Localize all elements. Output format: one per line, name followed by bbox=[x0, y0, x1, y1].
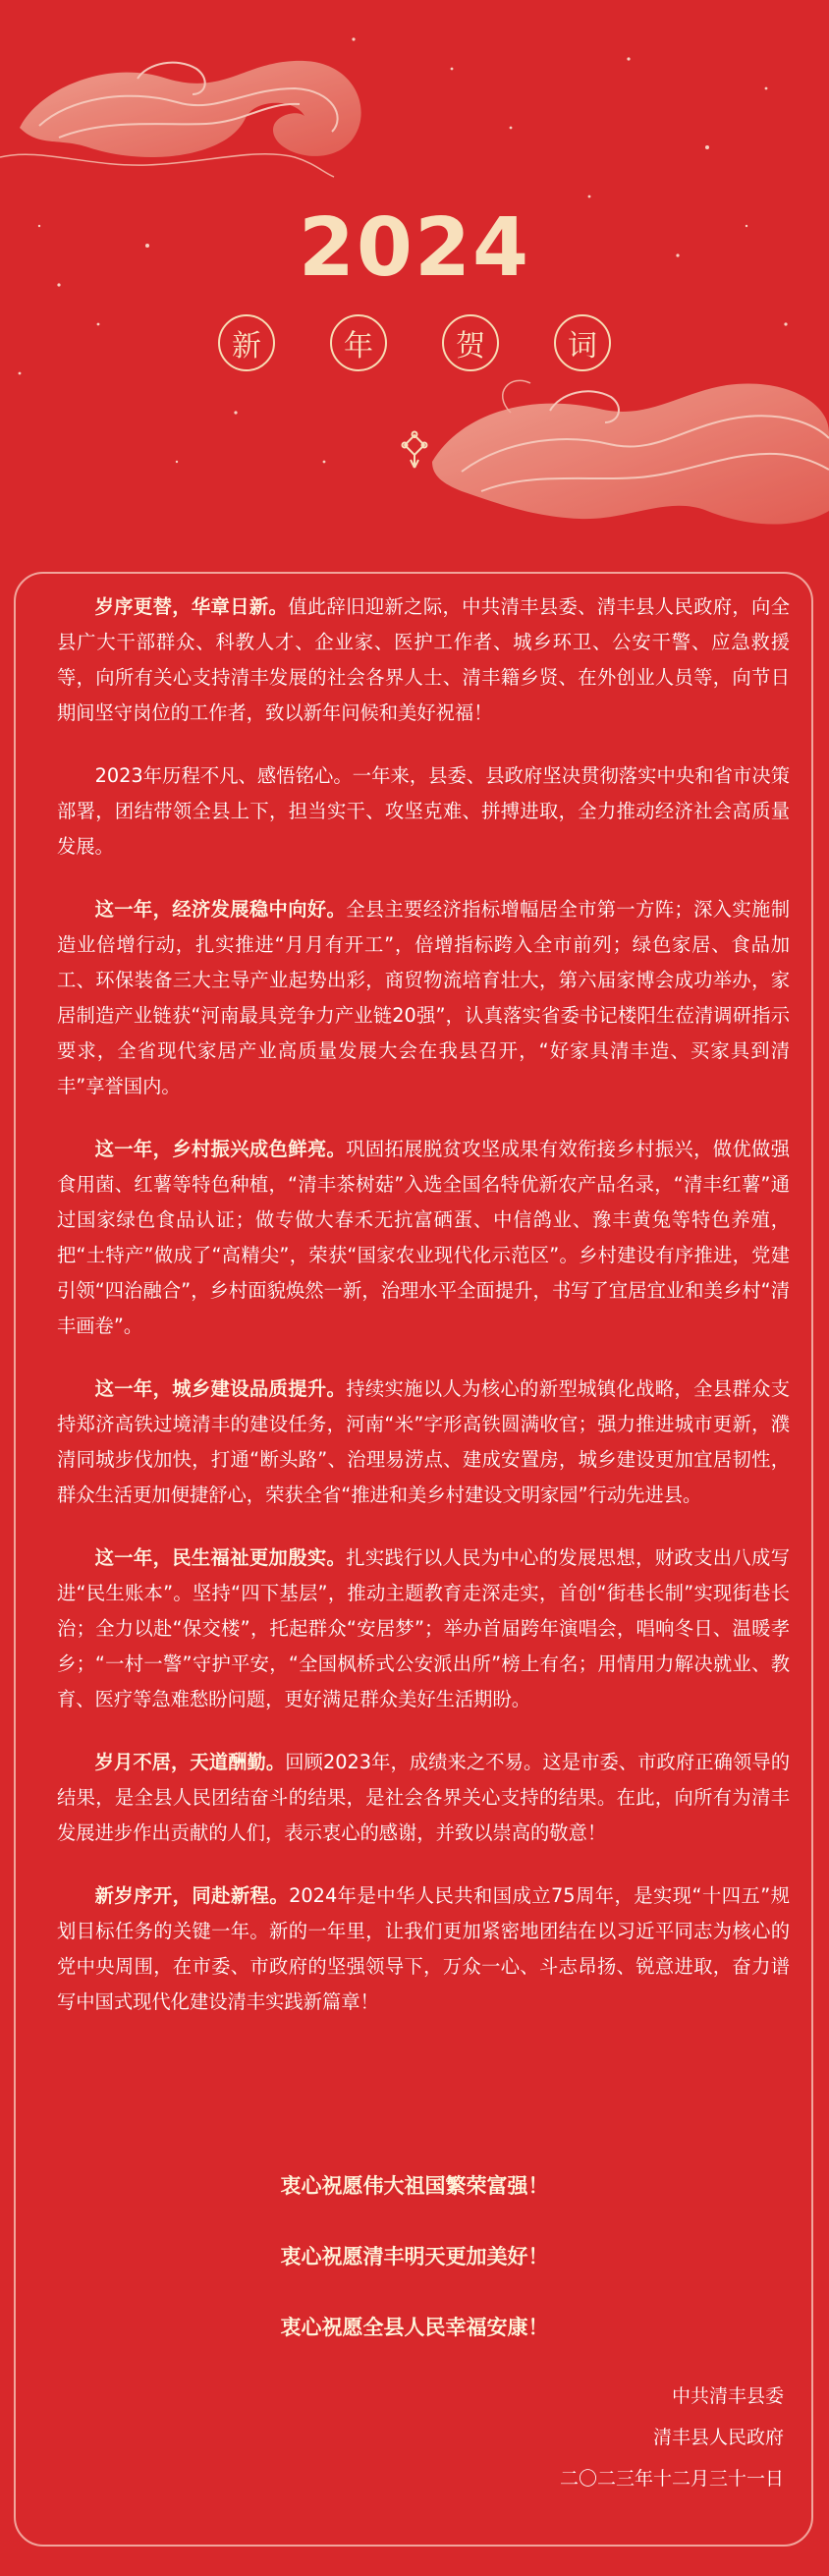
chinese-knot-icon bbox=[398, 430, 431, 470]
letter-paragraph bbox=[57, 1745, 790, 1851]
subtitle-char: 年 bbox=[330, 314, 387, 371]
wish-line: 衷心祝愿清丰明天更加美好！ bbox=[280, 2245, 549, 2268]
paragraph-text: 2023年历程不凡、感悟铭心。一年来，县委、县政府坚决贯彻落实中央和省市决策部署，团结带领全县上下，担当实干、攻坚克难、拼搏进取，全力推动经济社会高质量发展。 bbox=[57, 764, 790, 858]
letter-paragraph bbox=[57, 1372, 790, 1513]
paragraph-lead: 这一年，乡村振兴成色鲜亮。 bbox=[94, 1138, 347, 1160]
letter-paragraph bbox=[57, 892, 790, 1104]
paragraph-lead: 岁月不居，天道酬勤。 bbox=[94, 1751, 286, 1773]
signature-org-government: 清丰县人民政府 bbox=[652, 2427, 784, 2448]
paragraph-text: 值此辞旧迎新之际，中共清丰县委、清丰县人民政府，向全县广大干部群众、科教人才、企业家、医护工作者、城乡环卫、公安干警、应急救援等，向所有关心支持清丰发展的社会各界人士、清丰籍乡贤、在外创业人员等，向节日期间坚守岗位的工作者，致以新年问候和美好祝福！ bbox=[57, 595, 790, 724]
paragraph-text: 扎实践行以人民为中心的发展思想，财政支出八成写进“民生账本”。坚持“四下基层”，推动主题教育走深走实，首创“街巷长制”实现街巷长治；全力以赴“保交楼”，托起群众“安居梦”；举办首届跨年演唱会，唱响冬日、温暖孝乡；“一村一警”守护平安，“全国枫桥式公安派出所”榜上有名；用情用力解决就业、教育、医疗等急难愁盼问题，更好满足群众美好生活期盼。 bbox=[57, 1546, 791, 1710]
letter-body bbox=[57, 589, 790, 2047]
paragraph-text: 2024年是中华人民共和国成立75周年，是实现“十四五”规划目标任务的关键一年。新的一年里，让我们更加紧密地团结在以习近平同志为核心的党中央周围，在市委、市政府的坚强领导下，万众一心、斗志昂扬、锐意进取，奋力谱写中国式现代化建设清丰实践新篇章！ bbox=[57, 1884, 790, 2013]
letter-paragraph bbox=[57, 758, 790, 865]
wish-line: 衷心祝愿全县人民幸福安康！ bbox=[280, 2316, 549, 2339]
letter-paragraph bbox=[57, 1540, 790, 1717]
subtitle-char: 新 bbox=[218, 314, 275, 371]
paragraph-lead: 这一年，城乡建设品质提升。 bbox=[94, 1377, 347, 1400]
letter-paragraph bbox=[57, 589, 790, 731]
letter-paragraph bbox=[57, 1132, 790, 1344]
wish-line: 衷心祝愿伟大祖国繁荣富强！ bbox=[280, 2174, 549, 2198]
paragraph-text: 持续实施以人为核心的新型城镇化战略，全县群众支持郑济高铁过境清丰的建设任务，河南“米”字形高铁圆满收官；强力推进城市更新，濮清同城步伐加快，打通“断头路”、治理易涝点、建成安置房，城乡建设更加宜居韧性，群众生活更加便捷舒心，荣获全省“推进和美乡村建设文明家园”行动先进县。 bbox=[57, 1377, 791, 1506]
signature-org-committee: 中共清丰县委 bbox=[671, 2385, 784, 2407]
paragraph-text: 巩固拓展脱贫攻坚成果有效衔接乡村振兴，做优做强食用菌、红薯等特色种植，“清丰茶树菇”入选全国名特优新农产品名录，“清丰红薯”通过国家绿色食品认证；做专做大春禾无抗富硒蛋、中信鸽业、豫丰黄兔等特色养殖，把“土特产”做成了“高精尖”，荣获“国家农业现代化示范区”。乡村建设有序推进，党建引领“四治融合”，乡村面貌焕然一新，治理水平全面提升，书写了宜居宜业和美乡村“清丰画卷”。 bbox=[57, 1138, 791, 1337]
subtitle bbox=[0, 314, 829, 371]
letter-paragraph bbox=[57, 1878, 790, 2020]
paragraph-lead: 岁序更替，华章日新。 bbox=[94, 595, 289, 618]
wishes bbox=[0, 2169, 829, 2381]
paragraph-lead: 新岁序开，同赴新程。 bbox=[94, 1884, 290, 1907]
header-banner bbox=[0, 0, 829, 550]
paragraph-lead: 这一年，经济发展稳中向好。 bbox=[94, 898, 347, 921]
paragraph-text: 回顾2023年，成绩来之不易。这是市委、市政府正确领导的结果，是全县人民团结奋斗的结果，是社会各界关心支持的结果。在此，向所有为清丰发展进步作出贡献的人们，表示衷心的感谢，并致以崇高的敬意！ bbox=[57, 1751, 790, 1844]
year-title: 2024 bbox=[298, 201, 531, 295]
subtitle-char: 贺 bbox=[442, 314, 499, 371]
paragraph-text: 全县主要经济指标增幅居全市第一方阵；深入实施制造业倍增行动，扎实推进“月月有开工”，倍增指标跨入全市前列；绿色家居、食品加工、环保装备三大主导产业起势出彩，商贸物流培育壮大，第六届家博会成功举办，家居制造产业链获“河南最具竞争力产业链20强”，认真落实省委书记楼阳生莅清调研指示要求，全省现代家居产业高质量发展大会在我县召开，“好家具清丰造、买家具到清丰”享誉国内。 bbox=[57, 898, 791, 1097]
signature bbox=[470, 2376, 784, 2499]
signature-date: 二〇二三年十二月三十一日 bbox=[559, 2468, 784, 2490]
subtitle-char: 词 bbox=[554, 314, 611, 371]
paragraph-lead: 这一年，民生福祉更加殷实。 bbox=[94, 1546, 347, 1569]
